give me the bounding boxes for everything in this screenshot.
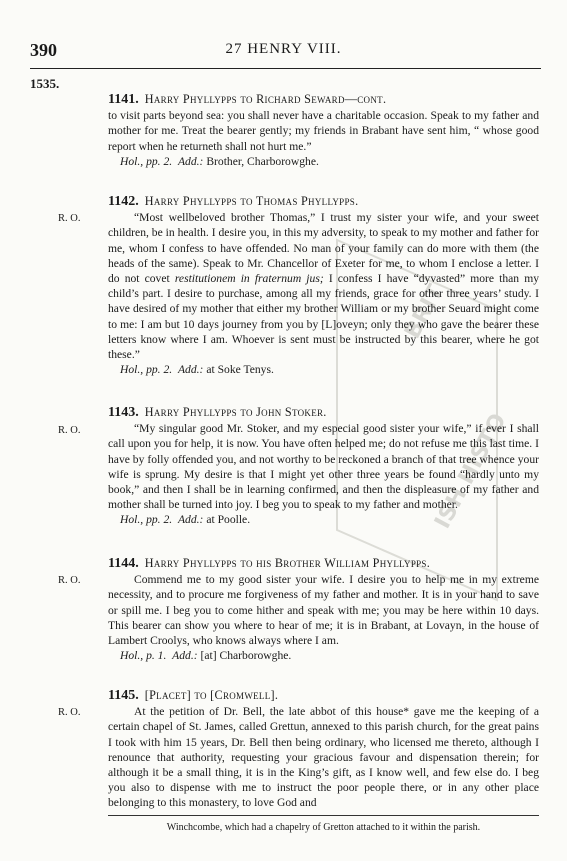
entry-heading [108,556,539,571]
entry-number: 1145. [108,688,139,703]
entry-body: Commend me to my good sister your wife. I desire you to help me in my extreme necessity, and to procure me forgiveness of my father and mother. It is in your hand to save or spill me. I beg you to come hither and speak with me; you may be here within 10 days. This bearer can show you where to hear of me; it is in Brabant, at Lovayn, in the house of Lambert Croolys, who knows always where I am. [108,573,539,648]
header-rule [30,68,541,69]
entry-body: “Most wellbeloved brother Thomas,” I trust my sister your wife, and your sweet children, be in health. I desire you, in this my adversity, to speak to my mother and father for me, whom I confess to have offended. No man of your family can do more with them (the heads of the same). Speak to Mr. Chancellor of Exeter for me, to whom I enclose a letter. I do not covet restitutionem in fraternum jus; I confess I have “dyvasted” more than my child’s part. I desire to purchase, among all my friends, grace for other three years’ study. I have desired of my mother that either my brother William or my brother Seuard might come to me: I am but 10 days journey from you by [L]oveyn; only they who gave the bearer these letters know where I am. Whoever is sent must be instructed by this bearer, where he got these.” [108,211,540,362]
entry-title: [Placet] to [Cromwell]. [144,688,279,702]
margin-source-1143: R. O. [58,425,81,436]
entry-title: Harry Phyllypps to Richard Seward—cont. [144,92,387,106]
entry-1145 [108,688,539,811]
entry-number: 1141. [108,92,139,107]
entry-number: 1142. [108,194,139,209]
entry-heading [108,194,539,209]
running-title: 27 HENRY VIII. [225,41,342,57]
footnote-rule [108,815,539,816]
entry-heading [108,92,539,107]
watermark-text-a: BRIT [400,280,450,343]
entry-hol-line: Hol., pp. 2. Add.: Brother, Charborowghe. [120,154,319,168]
entry-heading [108,405,539,420]
entry-hol-line: Hol., pp. 2. Add.: at Poolle. [120,513,251,527]
margin-source-1145: R. O. [58,707,81,718]
entry-1143 [108,405,539,528]
entry-title: Harry Phyllypps to John Stoker. [144,405,327,419]
entry-body: to visit parts beyond sea: you shall never have a charitable occasion. Speak to my father and mother for me. Treat the bearer gently; my friends in Brabant have sent him, “ whose good report when he returneth shall not hurt me.” [108,109,539,153]
entry-title: Harry Phyllypps to his Brother William Phyllypps. [144,556,431,570]
entry-hol-line: Hol., p. 1. Add.: [at] Charborowghe. [120,649,292,663]
entry-number: 1143. [108,405,139,420]
page-number: 390 [30,40,57,60]
entry-body: “My singular good Mr. Stoker, and my especial good sister your wife,” if ever I shall call upon you for help, it is now. You have often helped me; do not refuse me this last time. I have by folly offended you, and not worthy to be reckoned a branch of that tree whence your wife is sprung. My desire is that I might yet other three years be found “hardly unto my book,” and then I shall be in learning confirmed, and then the displeasure of my father and mother shall be turned into joy. I beg you to speak to my father and mother. [108,422,539,512]
entry-heading [108,688,539,703]
watermark-text-b: ISH HISTO [430,409,512,533]
year-marginal: 1535. [30,76,60,91]
margin-source-1144: R. O. [58,575,81,586]
entry-1141 [108,92,539,169]
entry-number: 1144. [108,556,139,571]
entry-body: At the petition of Dr. Bell, the late abbot of this house* gave me the keeping of a certain chapel of St. James, called Grettun, annexed to this parish church, for the great pains I took with him 15 years, Dr. Bell then being ordinary, who licensed me thereto, although I renounce that authority, requesting your gracious favour and dispensation therein; for although it be a small thing, it is in the King’s gift, as I know well, and few else do. I beg you also to dispense with me to instruct the poor people there, or in any other place belonging to this monastery, to love God and [108,705,539,810]
entry-1142 [108,194,539,377]
entry-hol-line: Hol., pp. 2. Add.: at Soke Tenys. [120,363,274,377]
entry-title: Harry Phyllypps to Thomas Phyllypps. [144,194,359,208]
latin-phrase: restitutionem in fraternum jus; [174,272,324,286]
entry-1144 [108,556,539,663]
footnote: Winchcombe, which had a chapelry of Gretton attached to it within the parish. [166,822,481,833]
page-header [30,40,537,60]
margin-source-1142: R. O. [58,213,81,224]
